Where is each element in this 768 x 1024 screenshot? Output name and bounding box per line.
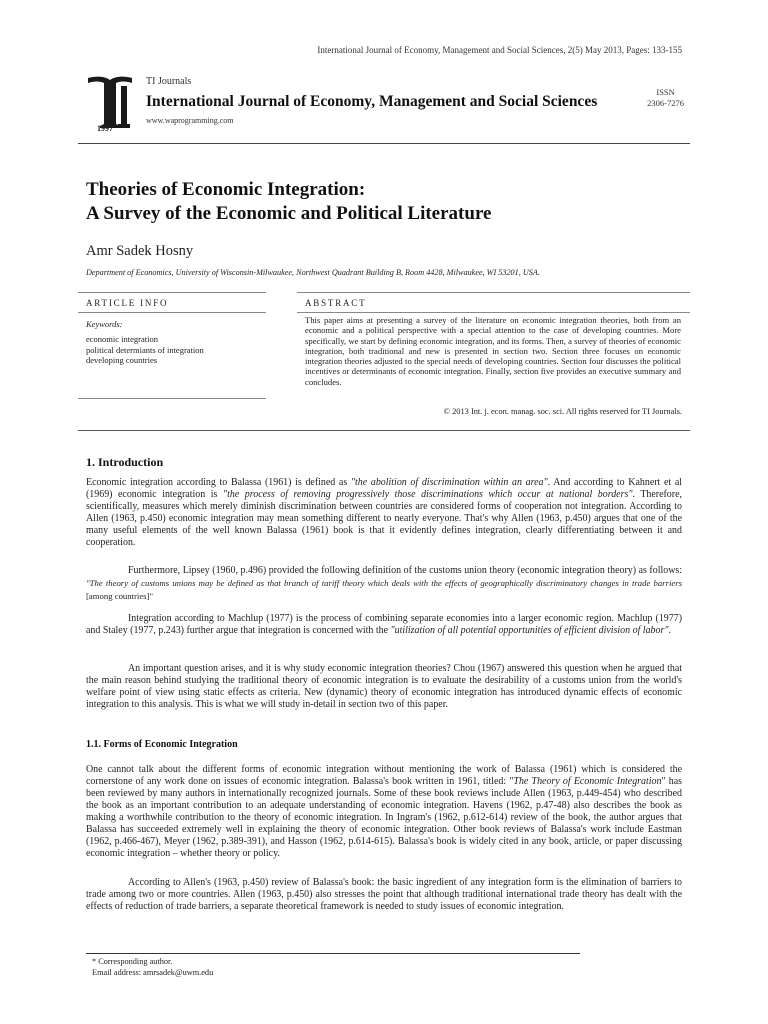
publisher-name: TI Journals	[146, 76, 192, 87]
abstract-top-rule	[297, 292, 690, 293]
footnote-divider	[86, 953, 580, 954]
abstract-bottom-rule	[78, 430, 690, 431]
article-info-bottom-rule	[78, 398, 266, 399]
abstract-text: This paper aims at presenting a survey of the literature on economic integration theories, both from an economic and a political perspective with a special attention to the case of developing countries. More specifically, we start by defining economic integration, and its forms. Then, a survey of theories of economic integration, both traditional and new is presented in section two. Section three focuses on economic integration theories adjusted to the special needs of developing countries. Section four discusses the political incentives or determinants of economic integration. Finally, section five provides an executive summary and concludes.	[305, 315, 681, 387]
body-paragraph: An important question arises, and it is why study economic integration theories? Chou (1967) answered this question when he argued that the main reason behind studying the traditional theory of economic integration is to evaluate the desirability of a customs union from the world's welfare point of view using static effects as criteria. New (dynamic) theory of economic integration has introduced dynamic effects of economic integration to this analysis. This is what we will study in-detail in section two of this paper.	[86, 663, 682, 710]
body-paragraph: Economic integration according to Balassa (1961) is defined as "the abolition of discrimination within an area". And according to Kahnert et al (1969) economic integration is "the process of removing progressively those discriminations which occur at national borders". Therefore, scientifically, measures which merely diminish discrimination between countries are considered forms of cooperation not integration. According to Allen (1963, p.450) economic integration may mean something different to nearly everyone. That's why Allen (1963, p.450) argues that one of the many useful elements of the well known Balassa (1961) book is that it evidently defines integration, clearly differentiating between it and cooperation.	[86, 477, 682, 548]
issn-label: ISSN	[656, 87, 675, 97]
article-title-line1: Theories of Economic Integration:	[86, 179, 366, 200]
article-info-heading: ARTICLE INFO	[86, 298, 169, 308]
journal-url[interactable]: www.waprogramming.com	[146, 116, 234, 125]
abstract-heading: ABSTRACT	[305, 298, 367, 308]
body-paragraph: Furthermore, Lipsey (1960, p.496) provided the following definition of the customs union theory (economic integration theory) as follows: "The theory of customs unions may be defined as that branch of tariff theory which deals with the effects of geographically discriminatory changes in trade barriers [among countries]"	[86, 565, 682, 601]
article-title	[86, 178, 491, 226]
keywords-label: Keywords:	[86, 319, 123, 329]
article-info-top-rule	[78, 292, 266, 293]
abstract-heading-rule	[297, 312, 690, 313]
article-title-line2: A Survey of the Economic and Political Literature	[86, 203, 492, 224]
journal-citation: International Journal of Economy, Management and Social Sciences, 2(5) May 2013, Pages: 133-155	[317, 45, 682, 55]
body-paragraph: According to Allen's (1963, p.450) review of Balassa's book: the basic ingredient of any integration form is the elimination of barriers to trade among two or more countries. Allen (1963, p.450) also stresses the point that although traditional international trade theory has dealt with the effects of reduction of trade barriers, a separate theoretical framework is needed to study issues of economic integration.	[86, 877, 682, 912]
author-name: Amr Sadek Hosny	[86, 243, 194, 259]
article-info-heading-rule	[78, 312, 266, 313]
corresponding-email[interactable]: Email address: amrsadek@uwm.edu	[92, 968, 214, 977]
keyword-item: developing countries	[86, 355, 158, 365]
logo-year: 1997	[97, 124, 113, 133]
header-divider	[78, 143, 690, 144]
body-paragraph: One cannot talk about the different forms of economic integration without mentioning the work of Balassa (1961) which is considered the cornerstone of any work done on issues of economic integration. Balassa's book written in 1961, titled: "The Theory of Economic Integration" has been reviewed by many authors in internationally recognized journals. Some of these book reviews include Allen (1963, p.449-454) who described the book as an important contribution to an adequate understanding of economic integration. Havens (1962, p.47-48) also describes the book as making a worthwhile contribution to the theory of economic integration. In Ingram's (1962, p.612-614) review of the book, the author argues that Balassa has succeeded extremely well in explaining the theory of economic integration. Other book reviews of Balassa's work include Eastman (1962, p.466-467), Meyer (1962, p.389-391), and Hasson (1962, p.614-615). Balassa's book is widely cited in any book, article, or paper discussing economic integration – whether theory or policy.	[86, 764, 682, 859]
body-paragraph: Integration according to Machlup (1977) is the process of combining separate economies into a larger economic region. Machlup (1977) and Staley (1977, p.243) further argue that integration is concerned with the "utilization of all potential opportunities of efficient division of labor".	[86, 613, 682, 636]
keyword-list	[86, 334, 204, 366]
journal-title: International Journal of Economy, Management and Social Sciences	[146, 93, 598, 110]
keyword-item: political determiants of integration	[86, 344, 204, 355]
section-heading-introduction: 1. Introduction	[86, 455, 164, 469]
keyword-item: economic integration	[86, 334, 158, 344]
issn-number: 2306-7276	[647, 98, 684, 108]
issn-block	[647, 87, 684, 109]
subsection-heading-forms: 1.1. Forms of Economic Integration	[86, 739, 238, 750]
corresponding-author-note: * Corresponding author.	[92, 957, 173, 966]
author-affiliation: Department of Economics, University of Wisconsin-Milwaukee, Northwest Quadrant Building B, Room 4428, Milwaukee, WI 53201, USA.	[86, 268, 540, 277]
copyright-notice: © 2013 Int. j. econ. manag. soc. sci. All rights reserved for TI Journals.	[443, 407, 682, 416]
